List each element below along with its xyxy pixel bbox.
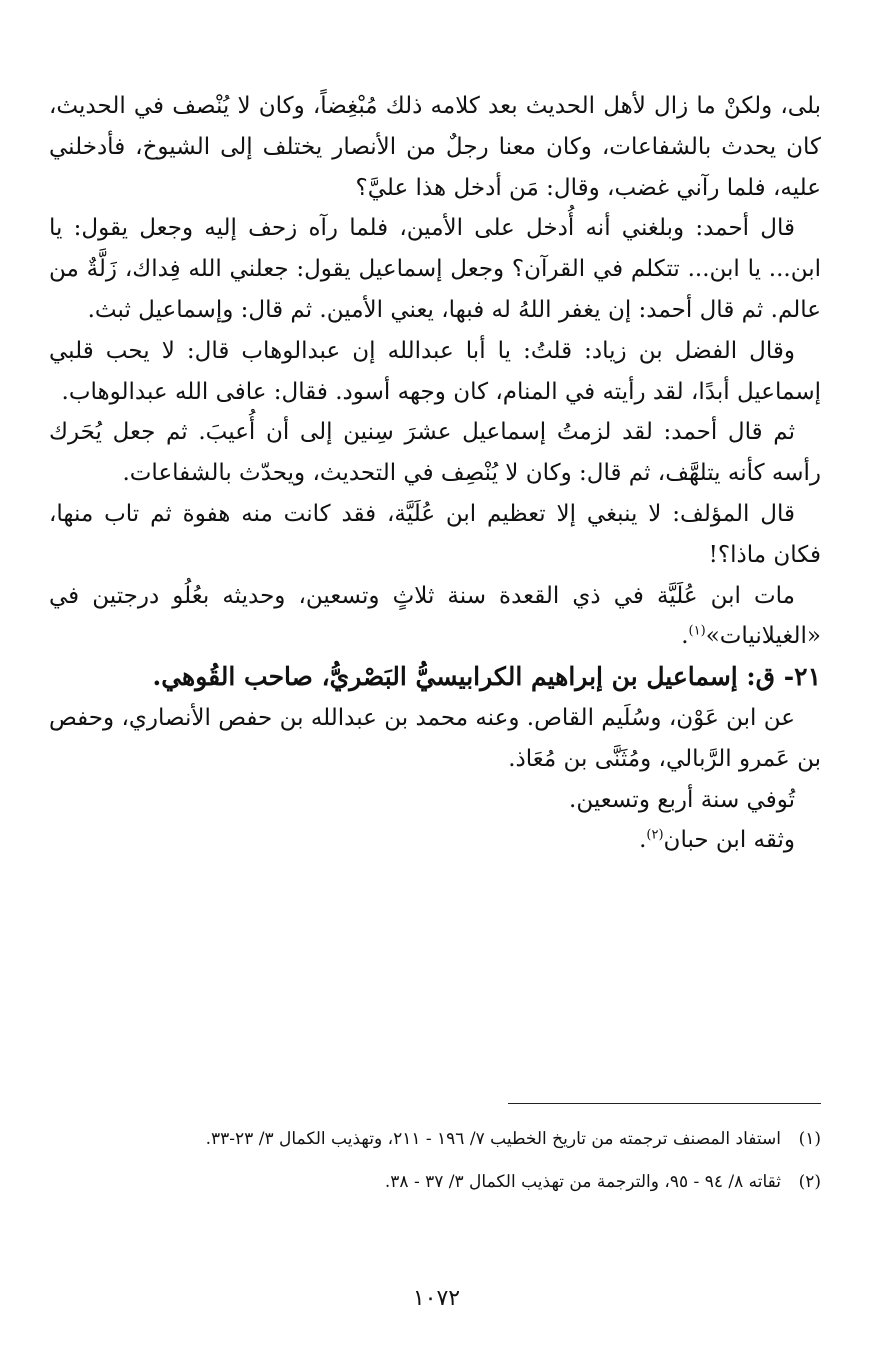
paragraph-ahmad-ten-years: ثم قال أحمد: لقد لزمتُ إسماعيل عشرَ سِنين إلى أن أُعيبَ. ثم جعل يُحَرك رأسه كأنه يتلهَّف، ثم قال: وكان لا يُنْصِف في التحديث، ويحدّث بالشفاعات.	[49, 419, 821, 487]
footnote-number: (٢)	[798, 1172, 821, 1192]
paragraph-death	[49, 576, 821, 658]
period-mark: .	[681, 623, 689, 650]
paragraph-author-note: قال المؤلف: لا ينبغي إلا تعظيم ابن عُلَيَّة، فقد كانت منه هفوة ثم تاب منها، فكان ماذا؟!	[49, 500, 821, 568]
paragraph-continuation: بلى، ولكنْ ما زال لأهل الحديث بعد كلامه ذلك مُبْغِضاً، وكان لا يُنْصف في الحديث، كان يحدث بالشفاعات، وكان معنا رجلٌ من الأنصار يختلف إلى الشيوخ، فأدخلني عليه، فلما رآني غضب، وقال: مَن أدخل هذا عليَّ؟	[49, 93, 821, 201]
footnote-number: (١)	[798, 1129, 821, 1149]
footnote-1	[49, 1124, 821, 1155]
entry-heading: ٢١- ق: إسماعيل بن إبراهيم الكرابيسيُّ البَصْريُّ، صاحب القُوهي.	[152, 662, 821, 692]
footnote-ref-1: (١)	[688, 623, 706, 639]
entry-tawthiq	[49, 820, 821, 861]
entry-death-year: تُوفي سنة أربع وتسعين.	[569, 786, 795, 813]
entry-narrators: عن ابن عَوْن، وسُلَيم القاص. وعنه محمد بن عبدالله بن حفص الأنصاري، وحفص بن عَمرو الرَّبالي، ومُثَنَّى بن مُعَاذ.	[49, 704, 821, 772]
page-number: ١٠٧٢	[412, 1286, 461, 1311]
footnote-divider	[508, 1103, 821, 1104]
main-text	[49, 86, 821, 861]
footnote-text: ثقاته ٨/ ٩٤ - ٩٥، والترجمة من تهذيب الكمال ٣/ ٣٧ - ٣٨.	[384, 1172, 781, 1192]
entry-tawthiq-text: وثقه ابن حبان	[663, 827, 795, 854]
footnote-text: استفاد المصنف ترجمته من تاريخ الخطيب ٧/ ١٩٦ - ٢١١، وتهذيب الكمال ٣/ ٢٣-٣٣.	[205, 1129, 781, 1149]
footnotes	[49, 1124, 821, 1210]
period-mark: .	[639, 827, 647, 854]
paragraph-fadl: وقال الفضل بن زياد: قلتُ: يا أبا عبدالله إن عبدالوهاب قال: لا يحب قلبي إسماعيل أبدًا، لقد رأيته في المنام، كان وجهه أسود. فقال: عافى الله عبدالوهاب.	[49, 337, 821, 405]
footnote-ref-2: (٢)	[646, 827, 664, 843]
footnote-2	[49, 1167, 821, 1198]
paragraph-death-text: مات ابن عُلَيَّة في ذي القعدة سنة ثلاثٍ وتسعين، وحديثه بعُلُو درجتين في «الغيلانيات»	[49, 582, 821, 650]
paragraph-ahmad-amin: قال أحمد: وبلغني أنه أُدخل على الأمين، فلما رآه زحف إليه وجعل يقول: يا ابن... يا ابن... تتكلم في القرآن؟ وجعل إسماعيل يقول: جعلني الله فِداك، زَلَّةٌ من عالم. ثم قال أحمد: إن يغفر اللهُ له فبها، يعني الأمين. ثم قال: وإسماعيل ثبث.	[49, 215, 821, 323]
